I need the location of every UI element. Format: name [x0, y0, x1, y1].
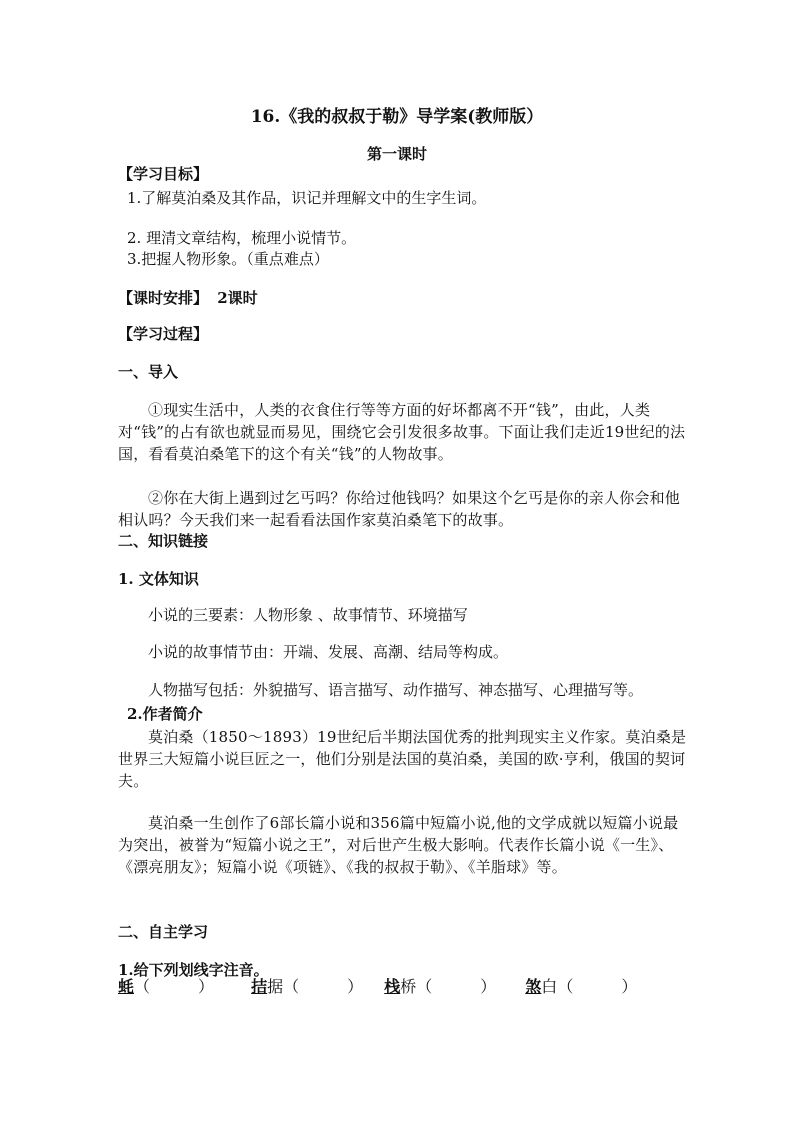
goal-item: 3.把握人物形象。（重点难点） — [127, 250, 329, 268]
phonetic-item: 栈桥（ ） — [384, 977, 497, 996]
genre-line: 人物描写包括：外貌描写、语言描写、动作描写、神态描写、心理描写等。 — [148, 681, 644, 699]
process-heading: 【学习过程】 — [118, 325, 209, 343]
author-paragraph-2: 莫泊桑一生创作了6部长篇小说和356篇中短篇小说,他的文学成就以短篇小说最为突出，被誉为“短篇小说之王”，对后世产生极大影响。代表作长篇小说《一生》、《漂亮朋友》；短篇小说《项链》、《我的叔叔于勒》、《羊脂球》等。 — [118, 814, 679, 876]
question-1: 1.给下列划线字注音。 — [118, 961, 269, 979]
author-heading: 2.作者简介 — [127, 705, 203, 723]
intro-paragraph-2: ②你在大街上遇到过乞丐吗？你给过他钱吗？如果这个乞丐是你的亲人你会和他相认吗？今天我们来一起看看法国作家莫泊桑笔下的故事。 — [118, 489, 681, 529]
goal-item: 1.了解莫泊桑及其作品，识记并理解文中的生字生词。 — [127, 189, 487, 207]
goals-heading: 【学习目标】 — [118, 165, 209, 183]
phonetic-row — [118, 976, 637, 998]
underlined-char: 蚝 — [118, 977, 135, 996]
underlined-char: 栈 — [384, 977, 401, 996]
genre-line: 小说的故事情节由：开端、发展、高潮、结局等构成。 — [148, 643, 509, 661]
answer-blank[interactable]: （ ） — [416, 977, 497, 996]
answer-blank[interactable]: （ ） — [283, 977, 364, 996]
underlined-char: 煞 — [525, 977, 542, 996]
phonetic-item — [118, 976, 246, 998]
document-subtitle: 第一课时 — [366, 145, 427, 163]
answer-blank[interactable]: （ ） — [134, 977, 215, 996]
phonetic-item: 拮据（ ） — [251, 977, 364, 996]
document-title: 16.《我的叔叔于勒》导学案(教师版） — [250, 107, 544, 127]
schedule-value: 2课时 — [217, 289, 258, 307]
goal-item: 2. 理清文章结构，梳理小说情节。 — [127, 229, 357, 247]
phonetic-item: 煞白（ ） — [525, 977, 638, 996]
author-paragraph-1: 莫泊桑（1850～1893）19世纪后半期法国优秀的批判现实主义作家。莫泊桑是世界三大短篇小说巨匠之一，他们分别是法国的莫泊桑，美国的欧·亨利，俄国的契诃夫。 — [118, 728, 687, 790]
intro-heading: 一、导入 — [118, 363, 179, 381]
answer-blank[interactable]: （ ） — [557, 977, 638, 996]
schedule-heading: 【课时安排】 — [118, 289, 209, 307]
self-study-heading: 二、自主学习 — [118, 923, 209, 941]
underlined-char: 拮 — [251, 977, 268, 996]
intro-paragraph-1: ①现实生活中，人类的衣食住行等等方面的好坏都离不开“钱”，由此，人类对“钱”的占有欲也就显而易见，围绕它会引发很多故事。下面让我们走近19世纪的法国，看看莫泊桑笔下的这个有关“钱”的人物故事。 — [118, 401, 686, 463]
genre-line: 小说的三要素：人物形象 、故事情节、环境描写 — [148, 606, 468, 624]
schedule-line — [118, 287, 258, 309]
knowledge-heading: 二、知识链接 — [118, 532, 209, 550]
genre-heading: 1. 文体知识 — [118, 570, 199, 588]
